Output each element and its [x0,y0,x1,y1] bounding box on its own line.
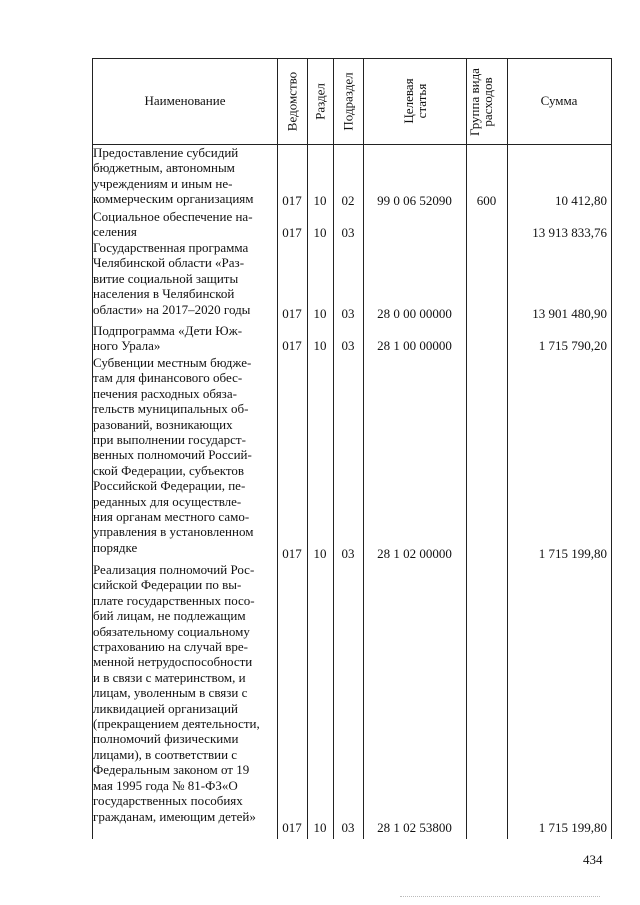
header-vedomstvo: Ведомство [284,71,300,132]
row-podrazdel: 03 [341,546,355,561]
header-podrazdel: Подраздел [340,72,356,131]
row-summa: 1 715 199,80 [538,546,607,561]
row-celevaya-statya: 28 1 02 00000 [377,546,452,561]
row-summa: 13 913 833,76 [532,225,607,240]
row-razdel: 10 [313,193,327,208]
row-podrazdel: 03 [341,225,355,240]
row-razdel: 10 [313,306,327,321]
header-gruppa-vida-rashodov [468,62,494,142]
header-gruppa-line1: Группа вида [467,68,482,136]
row-name: Государственная программа Челябинской области «Раз- витие социальной защиты населения в Челябинской области» на 2017–2020 годы [93,240,251,317]
row-podrazdel: 02 [341,193,355,208]
row-summa: 10 412,80 [555,193,607,208]
row-razdel: 10 [313,820,327,835]
header-summa: Сумма [540,93,578,108]
footer-divider [400,896,600,897]
row-celevaya-statya: 28 0 00 00000 [377,306,452,321]
header-razdel: Раздел [312,83,328,120]
budget-table [92,58,612,839]
header-celevaya-line1: Целевая [401,78,416,124]
row-gruppa-vida: 600 [476,193,497,208]
row-summa: 1 715 199,80 [538,820,607,835]
header-name: Наименование [144,93,226,108]
column-divider [333,59,334,839]
row-vedomstvo: 017 [282,225,302,240]
row-name: Подпрограмма «Дети Юж- ного Урала» [93,323,243,354]
header-gruppa-line2: расходов [480,77,495,127]
row-podrazdel: 03 [341,820,355,835]
row-vedomstvo: 017 [282,338,302,353]
page-number: 434 [583,852,603,867]
row-name: Субвенции местным бюдже- там для финансового обес- печения расходных обяза- тельств муниципальных об- разований, возникающих при выполнении государст- венных полномочий Россий- ской Федерации, субъектов Российской Федерации, пе- реданных для осуществле- ния органам местного само- управления в установленном порядке [93,355,254,555]
column-divider [277,59,278,839]
column-divider [507,59,508,839]
row-celevaya-statya: 99 0 06 52090 [377,193,452,208]
header-celevaya-line2: статья [414,83,429,119]
row-vedomstvo: 017 [282,546,302,561]
column-divider [466,59,467,839]
row-vedomstvo: 017 [282,193,302,208]
row-podrazdel: 03 [341,306,355,321]
row-summa: 1 715 790,20 [538,338,607,353]
row-vedomstvo: 017 [282,306,302,321]
row-podrazdel: 03 [341,338,355,353]
row-name: Предоставление субсидий бюджетным, автономным учреждениям и иным не- коммерческим организациям [93,145,254,207]
row-name: Социальное обеспечение на- селения [93,209,253,240]
row-celevaya-statya: 28 1 02 53800 [377,820,452,835]
row-razdel: 10 [313,338,327,353]
row-vedomstvo: 017 [282,820,302,835]
header-celevaya-statya [402,66,428,136]
row-name: Реализация полномочий Рос- сийской Федерации по вы- плате государственных посо- бий лицам, не подлежащим обязательному социальному страхованию на случай вре- менной нетрудоспособности и в связи с материнством, и лицам, уволенным в связи с ликвидацией организаций (прекращением деятельности, полномочий физическими лицами), в соответствии с Федеральным законом от 19 мая 1995 года № 81-ФЗ«О государственных пособиях гражданам, имеющим детей» [93,562,260,824]
row-celevaya-statya: 28 1 00 00000 [377,338,452,353]
row-razdel: 10 [313,225,327,240]
column-divider [363,59,364,839]
row-razdel: 10 [313,546,327,561]
column-divider [307,59,308,839]
row-summa: 13 901 480,90 [532,306,607,321]
